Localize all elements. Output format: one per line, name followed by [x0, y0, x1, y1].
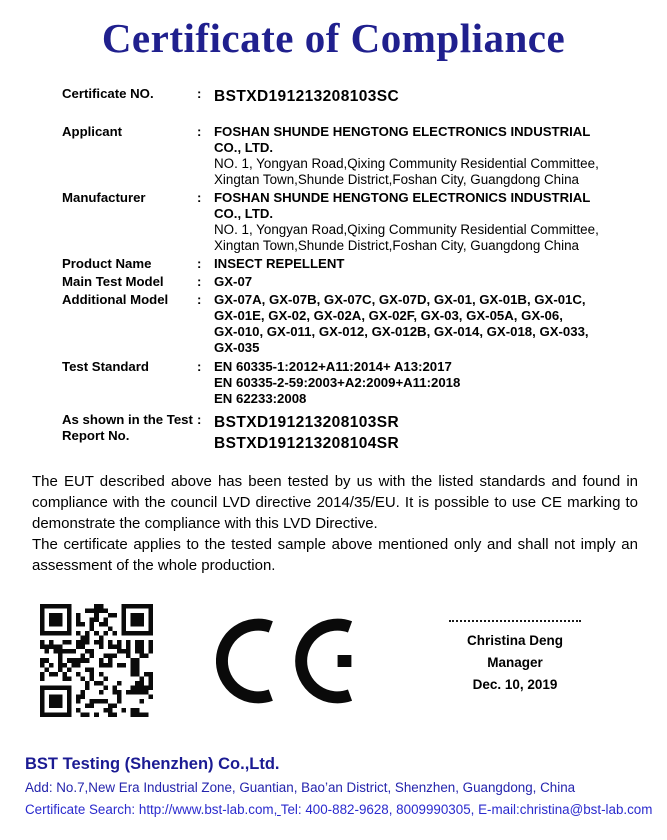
field-label: Applicant [62, 124, 123, 139]
detail-row-test-standard [62, 359, 643, 407]
detail-row-additional-model [62, 292, 643, 356]
contact-separator: , [273, 802, 281, 817]
field-value-line: GX-01E, GX-02, GX-02A, GX-02F, GX-03, GX-05A, GX-06, [214, 308, 563, 323]
field-value-line: GX-035 [214, 340, 260, 355]
field-colon: : [197, 412, 202, 427]
statement-paragraph: The EUT described above has been tested by us with the listed standards and found in compliance with the council LVD directive 2014/35/EU. It is possible to use CE marking to demonstrate the compliance with this LVD Directive. [32, 473, 638, 532]
field-value-line: GX-010, GX-011, GX-012, GX-012B, GX-014, GX-018, GX-033, [214, 324, 589, 339]
field-value-line: EN 60335-2-59:2003+A2:2009+A11:2018 [214, 375, 461, 390]
lab-name: BST Testing (Shenzhen) Co.,Ltd. [25, 755, 280, 773]
field-colon: : [197, 256, 202, 271]
detail-row-main-test-model [62, 274, 643, 290]
certificate-search-url[interactable]: http://www.bst-lab.com [138, 802, 274, 817]
field-colon: : [197, 190, 202, 205]
field-value-line: GX-07 [214, 274, 253, 289]
field-label: Certificate NO. [62, 86, 154, 101]
field-value-line: INSECT REPELLENT [214, 256, 345, 271]
field-label: As shown in the Test Report No. [62, 412, 193, 443]
field-value [214, 292, 643, 356]
lab-address: Add: No.7,New Era Industrial Zone, Guantian, Bao’an District, Shenzhen, Guangdong, China [25, 780, 576, 795]
field-value [214, 124, 643, 188]
compliance-statement [32, 471, 638, 576]
field-label: Manufacturer [62, 190, 146, 205]
field-value-line: GX-07A, GX-07B, GX-07C, GX-07D, GX-01, GX-01B, GX-01C, [214, 292, 586, 307]
field-label: Main Test Model [62, 274, 164, 289]
field-value-line: CO., LTD. [214, 140, 274, 155]
footer-contact-line [25, 800, 657, 820]
field-value [214, 359, 643, 407]
detail-row-test-report-no [62, 412, 643, 454]
qr-code [40, 604, 153, 717]
field-value-line: CO., LTD. [214, 206, 274, 221]
field-value-line: NO. 1, Yongyan Road,Qixing Community Residential Committee, [214, 156, 599, 171]
footer [25, 753, 657, 820]
ce-mark-icon [216, 615, 356, 707]
field-value-line: NO. 1, Yongyan Road,Qixing Community Residential Committee, [214, 222, 599, 237]
detail-row-applicant [62, 124, 643, 188]
detail-row-manufacturer [62, 190, 643, 254]
certificate-details [62, 86, 643, 454]
field-value-line: FOSHAN SHUNDE HENGTONG ELECTRONICS INDUSTRIAL [214, 124, 591, 139]
field-colon: : [197, 274, 202, 289]
field-value [214, 190, 643, 254]
field-value [214, 86, 643, 107]
field-label: Test Standard [62, 359, 149, 374]
qr-code-pattern [40, 604, 153, 717]
field-value-line: EN 62233:2008 [214, 391, 307, 406]
field-label: Product Name [62, 256, 152, 271]
signature-block [446, 620, 584, 696]
signature-dotted-line [449, 620, 581, 622]
field-colon: : [197, 124, 202, 139]
signatory-name: Christina Deng [466, 633, 563, 648]
field-colon: : [197, 292, 202, 307]
certificate-search-label: Certificate Search: [25, 802, 139, 817]
field-value [214, 256, 643, 272]
field-value-line: Xingtan Town,Shunde District,Foshan City, Guangdong China [214, 238, 579, 253]
field-value-line: BSTXD191213208104SR [214, 435, 400, 452]
signature-date: Dec. 10, 2019 [472, 677, 558, 692]
field-label: Additional Model [62, 292, 169, 307]
signatory-role: Manager [487, 655, 543, 670]
certificate-title: Certificate of Compliance [101, 15, 566, 61]
detail-row-product-name [62, 256, 643, 272]
field-value-line: BSTXD191213208103SC [214, 88, 400, 105]
field-value [214, 274, 643, 290]
field-colon: : [197, 86, 202, 101]
statement-paragraph: The certificate applies to the tested sample above mentioned only and shall not imply an assessment of the whole production. [32, 536, 638, 574]
field-value [214, 412, 643, 454]
field-value-line: FOSHAN SHUNDE HENGTONG ELECTRONICS INDUSTRIAL [214, 190, 591, 205]
field-value-line: Xingtan Town,Shunde District,Foshan City, Guangdong China [214, 172, 579, 187]
field-colon: : [197, 359, 202, 374]
contact-rest: Tel: 400-882-9628, 8009990305, E-mail:christina@bst-lab.com [280, 802, 653, 817]
detail-row-certificate-no [62, 86, 643, 107]
field-value-line: EN 60335-1:2012+A11:2014+ A13:2017 [214, 359, 452, 374]
field-value-line: BSTXD191213208103SR [214, 414, 400, 431]
